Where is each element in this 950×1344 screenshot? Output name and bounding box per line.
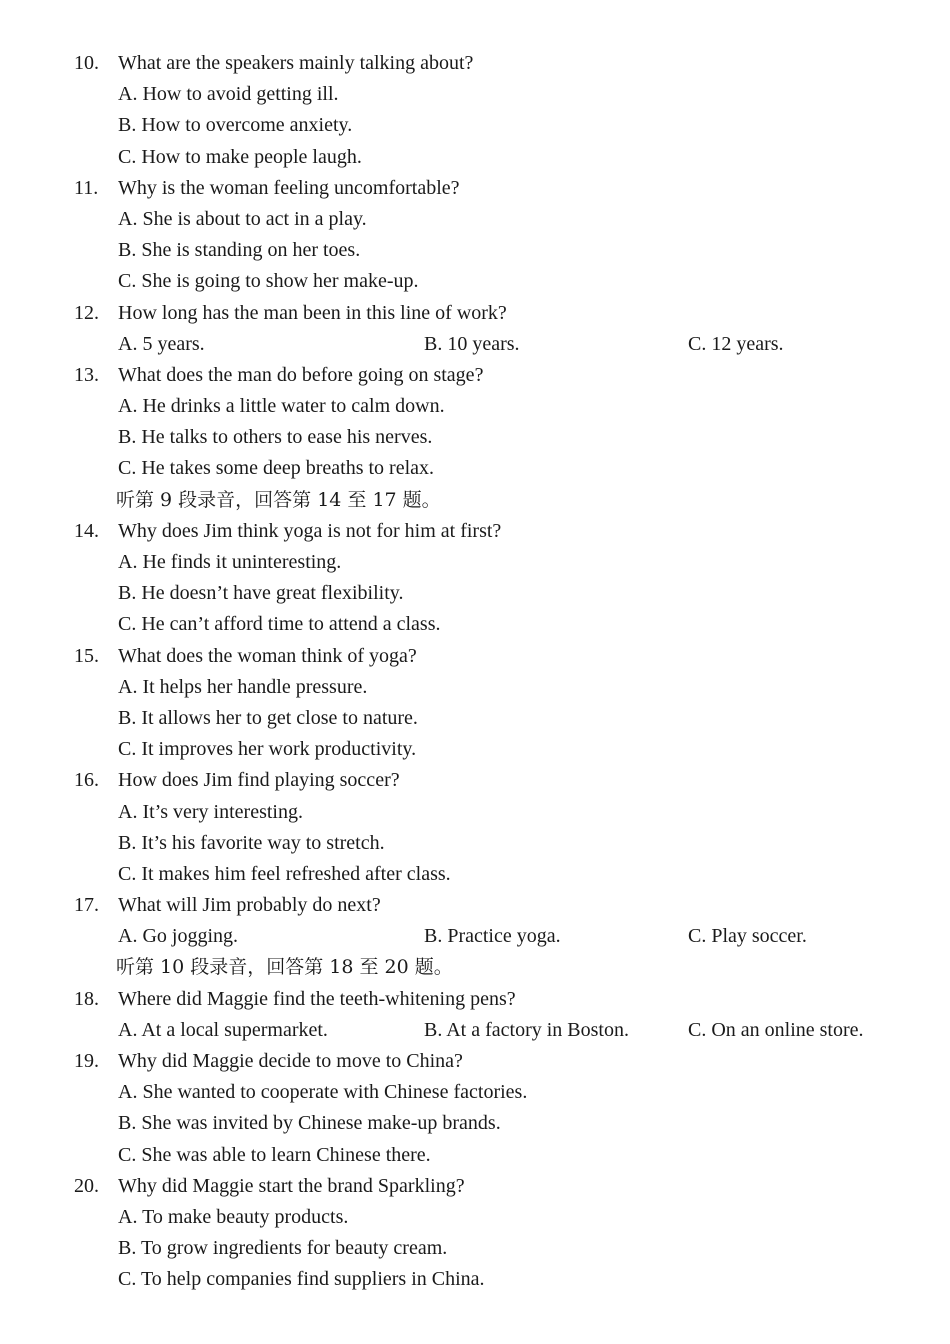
question-number: 17.: [74, 894, 99, 917]
answer-options-row: [0, 329, 950, 360]
question-text: What are the speakers mainly talking about?: [118, 52, 474, 74]
option-text: C. He takes some deep breaths to relax.: [118, 457, 435, 480]
exam-page: [0, 48, 950, 1296]
question-row: [0, 360, 950, 391]
answer-option: [0, 578, 950, 609]
option-text: A. It helps her handle pressure.: [118, 675, 368, 698]
answer-option: [0, 828, 950, 859]
option-c: C. Play soccer.: [688, 925, 807, 948]
question-text: Where did Maggie find the teeth-whitening pens?: [118, 987, 516, 1010]
answer-option: [0, 859, 950, 890]
question-row: [0, 173, 950, 204]
option-text: C. She was able to learn Chinese there.: [118, 1143, 431, 1166]
option-text: A. It’s very interesting.: [118, 800, 303, 823]
question-number: 11.: [74, 176, 99, 199]
question-text: Why did Maggie start the brand Sparkling?: [118, 1174, 465, 1197]
answer-options-row: [0, 921, 950, 952]
option-a: A. At a local supermarket.: [118, 1018, 328, 1041]
option-b: B. At a factory in Boston.: [424, 1018, 629, 1041]
option-text: B. To grow ingredients for beauty cream.: [118, 1237, 448, 1260]
answer-option: [0, 453, 950, 484]
answer-option: [0, 204, 950, 235]
option-text: B. He talks to others to ease his nerves.: [118, 426, 433, 449]
answer-option: [0, 266, 950, 297]
answer-option: [0, 391, 950, 422]
answer-option: [0, 1108, 950, 1139]
option-text: A. He finds it uninteresting.: [118, 551, 342, 573]
question-text: What does the woman think of yoga?: [118, 644, 417, 667]
question-number: 10.: [74, 52, 99, 74]
answer-option: [0, 1264, 950, 1295]
option-a: A. 5 years.: [118, 332, 205, 355]
answer-option: [0, 142, 950, 173]
question-row: [0, 765, 950, 796]
question-row: [0, 984, 950, 1015]
question-number: 15.: [74, 644, 99, 667]
question-text: How does Jim find playing soccer?: [118, 769, 400, 792]
question-row: [0, 1171, 950, 1202]
question-text: How long has the man been in this line of work?: [118, 301, 507, 324]
answer-option: [0, 672, 950, 703]
question-row: [0, 48, 950, 79]
question-row: [0, 641, 950, 672]
question-row: [0, 298, 950, 329]
question-number: 13.: [74, 363, 99, 386]
answer-option: [0, 1077, 950, 1108]
answer-option: [0, 547, 950, 578]
question-number: 19.: [74, 1050, 99, 1072]
question-number: 20.: [74, 1174, 99, 1197]
answer-option: [0, 703, 950, 734]
option-text: A. To make beauty products.: [118, 1205, 349, 1228]
section-instruction: [0, 485, 950, 516]
answer-option: [0, 1140, 950, 1171]
answer-option: [0, 79, 950, 110]
option-text: C. To help companies find suppliers in China.: [118, 1268, 485, 1291]
question-row: [0, 516, 950, 547]
option-text: A. She is about to act in a play.: [118, 207, 367, 230]
option-text: C. It improves her work productivity.: [118, 738, 417, 761]
answer-option: [0, 734, 950, 765]
question-text: Why did Maggie decide to move to China?: [118, 1050, 463, 1072]
question-number: 18.: [74, 987, 99, 1010]
question-text: Why is the woman feeling uncomfortable?: [118, 176, 460, 199]
answer-option: [0, 1233, 950, 1264]
question-number: 12.: [74, 301, 99, 324]
answer-option: [0, 1202, 950, 1233]
answer-option: [0, 422, 950, 453]
answer-option: [0, 235, 950, 266]
option-text: A. He drinks a little water to calm down.: [118, 395, 445, 418]
section-heading: 听第 10 段录音，回答第 18 至 20 题。: [116, 956, 453, 979]
option-text: C. It makes him feel refreshed after class.: [118, 862, 451, 885]
answer-options-row: [0, 1015, 950, 1046]
section-heading: 听第 9 段录音，回答第 14 至 17 题。: [116, 488, 441, 511]
option-text: C. How to make people laugh.: [118, 145, 362, 168]
answer-option: [0, 797, 950, 828]
answer-option: [0, 609, 950, 640]
option-text: B. How to overcome anxiety.: [118, 114, 353, 137]
option-a: A. Go jogging.: [118, 925, 238, 948]
option-text: B. She was invited by Chinese make-up brands.: [118, 1112, 501, 1135]
question-number: 16.: [74, 769, 99, 792]
question-row: [0, 890, 950, 921]
option-text: B. It allows her to get close to nature.: [118, 706, 418, 729]
option-b: B. 10 years.: [424, 332, 520, 355]
question-number: 14.: [74, 519, 99, 542]
option-text: C. She is going to show her make-up.: [118, 270, 419, 293]
section-instruction: [0, 952, 950, 983]
option-b: B. Practice yoga.: [424, 925, 561, 948]
question-text: Why does Jim think yoga is not for him at first?: [118, 519, 502, 542]
option-text: A. She wanted to cooperate with Chinese factories.: [118, 1081, 528, 1104]
option-text: C. He can’t afford time to attend a class.: [118, 613, 441, 636]
option-text: B. She is standing on her toes.: [118, 239, 361, 262]
question-row: [0, 1046, 950, 1077]
option-c: C. 12 years.: [688, 332, 784, 355]
answer-option: [0, 110, 950, 141]
question-text: What will Jim probably do next?: [118, 894, 381, 917]
option-text: B. He doesn’t have great flexibility.: [118, 582, 404, 605]
option-text: B. It’s his favorite way to stretch.: [118, 831, 385, 854]
option-text: A. How to avoid getting ill.: [118, 83, 339, 106]
option-c: C. On an online store.: [688, 1018, 864, 1041]
question-text: What does the man do before going on stage?: [118, 363, 484, 386]
